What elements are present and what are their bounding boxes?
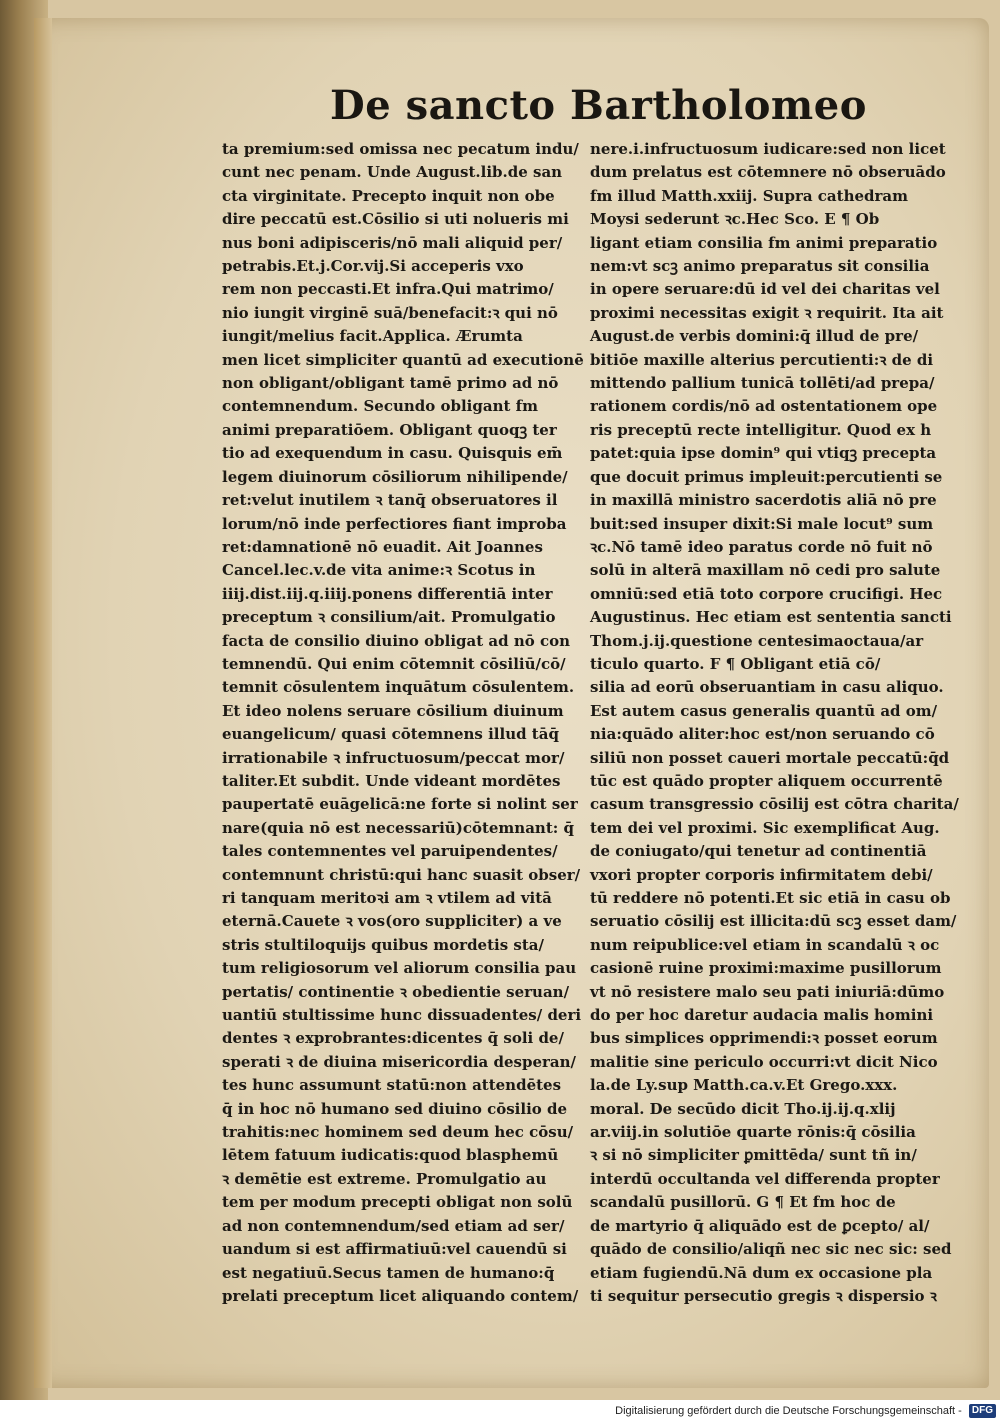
text-line: ꝛc.Nō tamē ideo paratus corde nō fuit nō bbox=[590, 537, 933, 556]
page-fore-edge bbox=[34, 18, 52, 1388]
text-line: cunt nec penam. Unde August.lib.de san bbox=[222, 163, 563, 182]
text-line: legem diuinorum cōsiliorum nihilipende/ bbox=[222, 467, 568, 486]
text-line: ticulo quarto. F ¶ Obligant etiā cō/ bbox=[590, 654, 881, 673]
text-line: lētem fatuum iudicatis:quod blasphemū bbox=[222, 1146, 559, 1165]
text-line: tum religiosorum vel aliorum consilia pau bbox=[222, 959, 577, 978]
text-line: casum transgressio cōsilij est cōtra charita/ bbox=[590, 795, 959, 814]
text-line: trahitis:nec hominem sed deum hec cōsu/ bbox=[222, 1123, 574, 1142]
text-line: ꝛ demētie est extreme. Promulgatio au bbox=[222, 1169, 547, 1188]
text-line: temnendū. Qui enim cōtemnit cōsiliū/cō/ bbox=[222, 654, 566, 673]
text-line: tem dei vel proximi. Sic exemplificat Aug. bbox=[590, 818, 940, 837]
text-line: tem per modum precepti obligat non solū bbox=[222, 1193, 573, 1212]
funding-footer bbox=[606, 1402, 996, 1420]
text-line: ta premium:sed omissa nec pecatum indu/ bbox=[222, 140, 579, 158]
text-line: quādo de consilio/aliqñ nec sic nec sic: sed bbox=[590, 1240, 952, 1259]
text-line: vxori propter corporis infirmitatem debi/ bbox=[590, 865, 933, 884]
text-line: moral. De secūdo dicit Tho.ij.ij.q.xlij bbox=[590, 1099, 896, 1118]
text-line: taliter.Et subdit. Unde videant mordētes bbox=[222, 771, 561, 790]
text-line: siliū non posset caueri mortale peccatū:q̄d bbox=[590, 748, 950, 767]
text-line: animi preparatiōem. Obligant quoqꝫ ter bbox=[222, 420, 557, 439]
text-line: prelati preceptum licet aliquando contem/ bbox=[222, 1286, 579, 1305]
text-line: ꝛ si nō simpliciter ꝑmittēda/ sunt tñ in/ bbox=[590, 1146, 917, 1165]
text-line: bus simplices opprimendi:ꝛ posset eorum bbox=[590, 1029, 938, 1048]
text-line: facta de consilio diuino obligat ad nō con bbox=[222, 631, 571, 650]
text-line: non obligant/obligant tamē primo ad nō bbox=[222, 374, 559, 393]
text-line: sperati ꝛ de diuina misericordia desperan/ bbox=[222, 1052, 577, 1071]
text-line: ligant etiam consilia fm animi preparatio bbox=[590, 233, 938, 252]
text-line: Thom.j.ij.questione centesimaoctaua/ar bbox=[590, 631, 924, 650]
text-line: tūc est quādo propter aliquem occurrentē bbox=[590, 771, 943, 790]
text-line: num reipublice:vel etiam in scandalū ꝛ oc bbox=[590, 935, 940, 954]
text-line: que docuit primus impleuit:percutienti se bbox=[590, 467, 943, 486]
text-line: de martyrio q̄ aliquādo est de ꝑcepto/ al/ bbox=[590, 1216, 930, 1235]
text-line: q̄ in hoc nō humano sed diuino cōsilio de bbox=[222, 1099, 568, 1118]
text-line: nere.i.infructuosum iudicare:sed non licet bbox=[590, 140, 946, 158]
text-line: August.de verbis domini:q̄ illud de pre/ bbox=[590, 327, 919, 346]
text-line: silia ad eorū obseruantiam in casu aliquo. bbox=[590, 678, 944, 697]
text-line: buit:sed insuper dixit:Si male locut⁹ sum bbox=[590, 514, 934, 533]
text-line: tes hunc assumunt statū:non attendētes bbox=[222, 1076, 562, 1095]
text-line: casionē ruine proximi:maxime pusillorum bbox=[590, 959, 942, 978]
text-line: contemnunt christū:qui hanc suasit obser/ bbox=[222, 865, 581, 884]
funding-text: Digitalisierung gefördert durch die Deutsche Forschungsgemeinschaft - bbox=[615, 1405, 962, 1417]
text-line: malitie sine periculo occurri:vt dicit Nico bbox=[590, 1052, 938, 1071]
text-line: bitiōe maxille alterius percutienti:ꝛ de di bbox=[590, 350, 934, 369]
text-line: de coniugato/qui tenetur ad continentiā bbox=[590, 842, 927, 861]
text-line: paupertatē euāgelicā:ne forte si nolint ser bbox=[222, 795, 578, 814]
page-heading: De sancto Bartholomeo bbox=[330, 82, 867, 129]
text-line: etiam fugiendū.Nā dum ex occasione pla bbox=[590, 1263, 933, 1282]
text-line: ris preceptū recte intelligitur. Quod ex h bbox=[590, 420, 932, 439]
text-line: tio ad exequendum in casu. Quisquis em̄ bbox=[222, 444, 563, 463]
text-line: interdū occultanda vel differenda propter bbox=[590, 1169, 940, 1188]
text-line: irrationabile ꝛ infructuosum/peccat mor/ bbox=[222, 748, 565, 767]
text-line: ti sequitur persecutio gregis ꝛ dispersio ꝛ bbox=[590, 1286, 937, 1305]
text-line: dentes ꝛ exprobrantes:dicentes q̄ soli de/ bbox=[222, 1029, 564, 1048]
text-line: nus boni adipisceris/nō mali aliquid per/ bbox=[222, 233, 563, 252]
text-line: in opere seruare:dū id vel dei charitas vel bbox=[590, 280, 940, 299]
text-line: omniū:sed etiā toto corpore crucifigi. Hec bbox=[590, 584, 943, 603]
text-column-right bbox=[590, 138, 962, 1305]
text-line: uandum si est affirmatiuū:vel cauendū si bbox=[222, 1240, 567, 1259]
text-line: nio iungit virginē suā/benefacit:ꝛ qui nō bbox=[222, 303, 558, 322]
text-line: dum prelatus est cōtemnere nō obseruādo bbox=[590, 163, 946, 182]
text-line: ar.viij.in solutiōe quarte rōnis:q̄ cōsilia bbox=[590, 1123, 916, 1142]
text-line: ret:damnationē nō euadit. Ait Joannes bbox=[222, 537, 543, 556]
text-line: Est autem casus generalis quantū ad om/ bbox=[590, 701, 938, 720]
text-line: nare(quia nō est necessariū)cōtemnant: q̄ bbox=[222, 818, 575, 837]
text-line: ri tanquam meritoꝛi am ꝛ vtilem ad vitā bbox=[222, 889, 552, 907]
text-line: iiij.dist.iij.q.iiij.ponens differentiā inter bbox=[222, 584, 553, 603]
text-line: stris stultiloquijs quibus mordetis sta/ bbox=[222, 935, 544, 954]
text-line: Moysi sederunt ꝛc.Hec Sco. E ¶ Ob bbox=[590, 210, 880, 229]
text-line: tales contemnentes vel paruipendentes/ bbox=[222, 842, 558, 861]
text-line: la.de Ly.sup Matth.ca.v.Et Grego.xxx. bbox=[590, 1076, 898, 1095]
text-line: proximi necessitas exigit ꝛ requirit. Ita ait bbox=[590, 303, 944, 322]
text-line: contemnendum. Secundo obligant fm bbox=[222, 397, 538, 416]
text-line: men licet simpliciter quantū ad executionē bbox=[222, 350, 584, 369]
text-line: vt nō resistere malo seu pati iniuriā:dūmo bbox=[590, 982, 945, 1001]
text-line: seruatio cōsilij est illicita:dū scꝫ esset dam/ bbox=[590, 912, 957, 931]
text-line: scandalū pusillorū. G ¶ Et fm hoc de bbox=[590, 1193, 896, 1212]
text-line: eternā.Cauete ꝛ vos(oro suppliciter) a ve bbox=[222, 912, 562, 931]
text-line: iungit/melius facit.Applica. Ærumta bbox=[222, 327, 523, 346]
text-line: rationem cordis/nō ad ostentationem ope bbox=[590, 397, 938, 416]
text-line: dire peccatū est.Cōsilio si uti nolueris mi bbox=[222, 210, 569, 229]
text-line: patet:quia ipse domin⁹ qui vtiqꝫ precepta bbox=[590, 444, 937, 463]
text-line: pertatis/ continentie ꝛ obedientie seruan/ bbox=[222, 982, 570, 1001]
text-line: petrabis.Et.j.Cor.vij.Si acceperis vxo bbox=[222, 257, 524, 276]
text-line: temnit cōsulentem inquātum cōsulentem. bbox=[222, 678, 575, 697]
text-line: ret:velut inutilem ꝛ tanq̄ obseruatores il bbox=[222, 491, 558, 510]
text-line: preceptum ꝛ consilium/ait. Promulgatio bbox=[222, 608, 556, 627]
text-line: cta virginitate. Precepto inquit non obe bbox=[222, 186, 555, 205]
text-line: nia:quādo aliter:hoc est/non seruando cō bbox=[590, 725, 935, 744]
text-line: Et ideo nolens seruare cōsilium diuinum bbox=[222, 701, 564, 720]
text-line: euangelicum/ quasi cōtemnens illud tāq̄ bbox=[222, 725, 559, 744]
text-line: lorum/nō inde perfectiores fiant improba bbox=[222, 514, 567, 533]
text-line: nem:vt scꝫ animo preparatus sit consilia bbox=[590, 257, 930, 276]
text-line: ad non contemnendum/sed etiam ad ser/ bbox=[222, 1216, 565, 1235]
text-line: in maxillā ministro sacerdotis aliā nō pre bbox=[590, 491, 937, 510]
text-line: solū in alterā maxillam nō cedi pro salute bbox=[590, 561, 941, 580]
text-line: tū reddere nō potenti.Et sic etiā in casu ob bbox=[590, 889, 951, 907]
text-line: est negatiuū.Secus tamen de humano:q̄ bbox=[222, 1263, 555, 1282]
dfg-logo: DFG bbox=[969, 1404, 996, 1418]
text-line: Augustinus. Hec etiam est sententia sancti bbox=[590, 608, 952, 627]
text-line: uantiū stultissime hunc dissuadentes/ deri bbox=[222, 1006, 582, 1025]
text-line: mittendo pallium tunicā tollēti/ad prepa/ bbox=[590, 374, 935, 393]
text-line: Cancel.lec.v.de vita anime:ꝛ Scotus in bbox=[222, 561, 536, 580]
text-column-left bbox=[222, 138, 584, 1305]
text-line: do per hoc daretur audacia malis homini bbox=[590, 1006, 934, 1025]
text-line: rem non peccasti.Et infra.Qui matrimo/ bbox=[222, 280, 554, 299]
text-line: fm illud Matth.xxiij. Supra cathedram bbox=[590, 186, 909, 205]
